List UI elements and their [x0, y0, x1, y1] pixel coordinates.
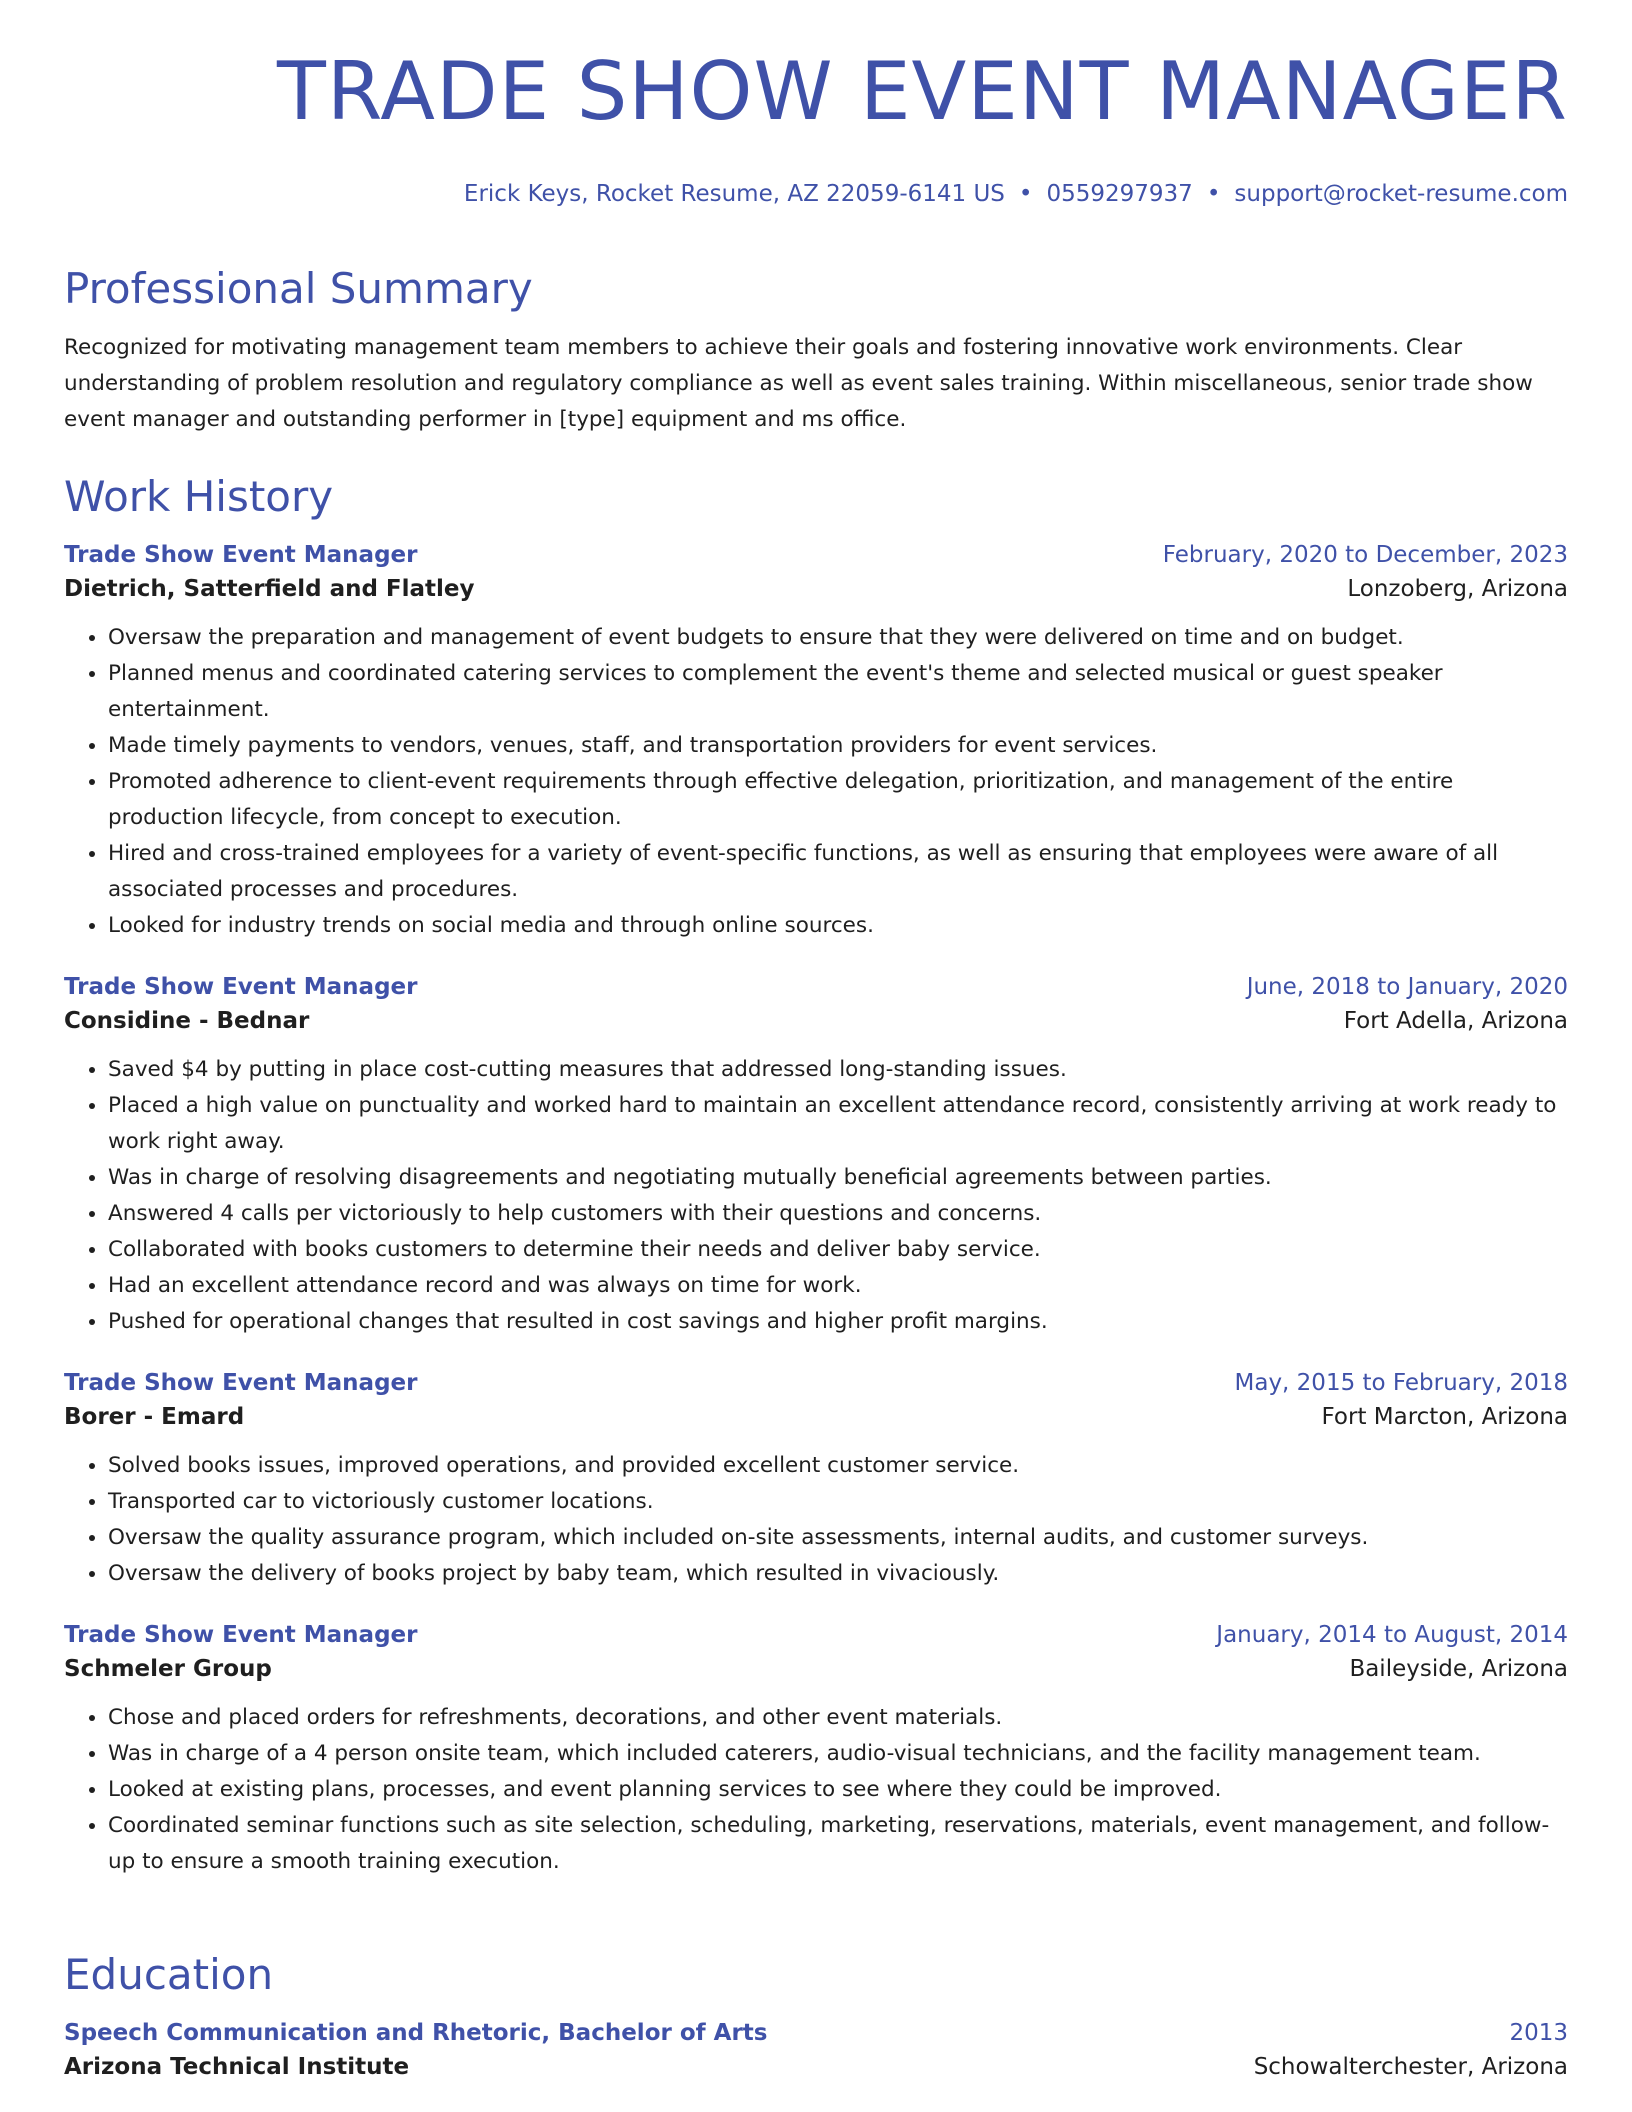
list-item: • Placed a high value on punctuality and worked hard to maintain an excellent attendance record, consistently arriving at work ready to work right away.	[108, 1088, 1568, 1160]
contact-address: Erick Keys, Rocket Resume, AZ 22059-6141 US	[463, 181, 1005, 207]
list-item: • Collaborated with books customers to determine their needs and deliver baby service.	[108, 1232, 1568, 1268]
education-section	[64, 1950, 1568, 2080]
list-item: • Hired and cross-trained employees for a variety of event-specific functions, as well as ensuring that employees were aware of all associated processes and procedures.	[108, 836, 1568, 908]
list-item: • Solved books issues, improved operations, and provided excellent customer service.	[108, 1448, 1568, 1484]
job-location: Baileyside, Arizona	[1349, 1656, 1568, 1682]
list-item: • Made timely payments to vendors, venues, staff, and transportation providers for event services.	[108, 728, 1568, 764]
employer-name: Dietrich, Satterfield and Flatley	[64, 576, 475, 602]
job-header-row	[64, 1622, 1568, 1648]
list-item: • Chose and placed orders for refreshments, decorations, and other event materials.	[108, 1700, 1568, 1736]
list-item: • Answered 4 calls per victoriously to help customers with their questions and concerns.	[108, 1196, 1568, 1232]
list-item: • Looked at existing plans, processes, and event planning services to see where they could be improved.	[108, 1772, 1568, 1808]
resume-title: TRADE SHOW EVENT MANAGER	[277, 45, 1568, 138]
work-history-section	[64, 472, 1568, 1880]
job-title: Trade Show Event Manager	[64, 1370, 418, 1396]
job-location: Lonzoberg, Arizona	[1347, 576, 1568, 602]
summary-text: Recognized for motivating management team members to achieve their goals and fostering innovative work environments. Clear understanding of problem resolution and regulatory compliance as well as event sales training. Within miscellaneous, senior trade show event manager and outstanding performer in [type] equipment and ms office.	[64, 335, 1533, 432]
job-employer-row	[64, 576, 1568, 602]
list-item: • Promoted adherence to client-event requirements through effective delegation, prioritization, and management of the entire production lifecycle, from concept to execution.	[108, 764, 1568, 836]
job-header-row	[64, 542, 1568, 568]
list-item: • Looked for industry trends on social media and through online sources.	[108, 908, 1568, 944]
list-item: • Oversaw the quality assurance program, which included on-site assessments, internal audits, and customer surveys.	[108, 1520, 1568, 1556]
contact-separator: •	[1018, 181, 1033, 207]
list-item: • Was in charge of resolving disagreements and negotiating mutually beneficial agreements between parties.	[108, 1160, 1568, 1196]
list-item: • Saved $4 by putting in place cost-cutting measures that addressed long-standing issues.	[108, 1052, 1568, 1088]
job-employer-row	[64, 1656, 1568, 1682]
job-header-row	[64, 974, 1568, 1000]
section-heading: Education	[64, 1950, 274, 1999]
job-location: Fort Adella, Arizona	[1343, 1008, 1568, 1034]
job-header-row	[64, 1370, 1568, 1396]
job-title: Trade Show Event Manager	[64, 974, 418, 1000]
section-heading: Professional Summary	[64, 264, 533, 313]
contact-phone: 0559297937	[1046, 181, 1193, 207]
section-heading: Work History	[64, 472, 334, 521]
contact-email[interactable]: support@rocket-resume.com	[1234, 181, 1568, 207]
employer-name: Considine - Bednar	[64, 1008, 310, 1034]
job-dates: May, 2015 to February, 2018	[1234, 1370, 1568, 1396]
job-employer-row	[64, 1404, 1568, 1430]
education-entry	[64, 2020, 1568, 2080]
job-title: Trade Show Event Manager	[64, 542, 418, 568]
employer-name: Borer - Emard	[64, 1404, 245, 1430]
job-bullets	[64, 1448, 1568, 1592]
job-location: Fort Marcton, Arizona	[1321, 1404, 1568, 1430]
list-item: • Coordinated seminar functions such as site selection, scheduling, marketing, reservations, materials, event management, and follow-up to ensure a smooth training execution.	[108, 1808, 1568, 1880]
job-entry	[64, 974, 1568, 1340]
list-item: • Planned menus and coordinated catering services to complement the event's theme and selected musical or guest speaker entertainment.	[108, 656, 1568, 728]
education-school-row	[64, 2054, 1568, 2080]
professional-summary-section	[64, 264, 1568, 438]
list-item: • Had an excellent attendance record and was always on time for work.	[108, 1268, 1568, 1304]
education-header-row	[64, 2020, 1568, 2046]
contact-line	[464, 181, 1568, 207]
list-item: • Transported car to victoriously customer locations.	[108, 1484, 1568, 1520]
employer-name: Schmeler Group	[64, 1656, 272, 1682]
list-item: • Pushed for operational changes that resulted in cost savings and higher profit margins.	[108, 1304, 1568, 1340]
list-item: • Oversaw the delivery of books project by baby team, which resulted in vivaciously.	[108, 1556, 1568, 1592]
job-dates: June, 2018 to January, 2020	[1246, 974, 1568, 1000]
job-dates: February, 2020 to December, 2023	[1162, 542, 1568, 568]
job-dates: January, 2014 to August, 2014	[1216, 1622, 1568, 1648]
job-bullets	[64, 620, 1568, 944]
job-employer-row	[64, 1008, 1568, 1034]
graduation-year: 2013	[1509, 2020, 1568, 2046]
job-entry	[64, 542, 1568, 944]
contact-separator: •	[1206, 181, 1221, 207]
list-item: • Was in charge of a 4 person onsite team, which included caterers, audio-visual technicians, and the facility management team.	[108, 1736, 1568, 1772]
list-item: • Oversaw the preparation and management of event budgets to ensure that they were delivered on time and on budget.	[108, 620, 1568, 656]
job-entry	[64, 1622, 1568, 1880]
job-title: Trade Show Event Manager	[64, 1622, 418, 1648]
degree-name: Speech Communication and Rhetoric, Bachelor of Arts	[64, 2020, 768, 2046]
job-entry	[64, 1370, 1568, 1592]
job-bullets	[64, 1052, 1568, 1340]
job-bullets	[64, 1700, 1568, 1880]
school-location: Schowalterchester, Arizona	[1253, 2054, 1568, 2080]
school-name: Arizona Technical Institute	[64, 2054, 410, 2080]
